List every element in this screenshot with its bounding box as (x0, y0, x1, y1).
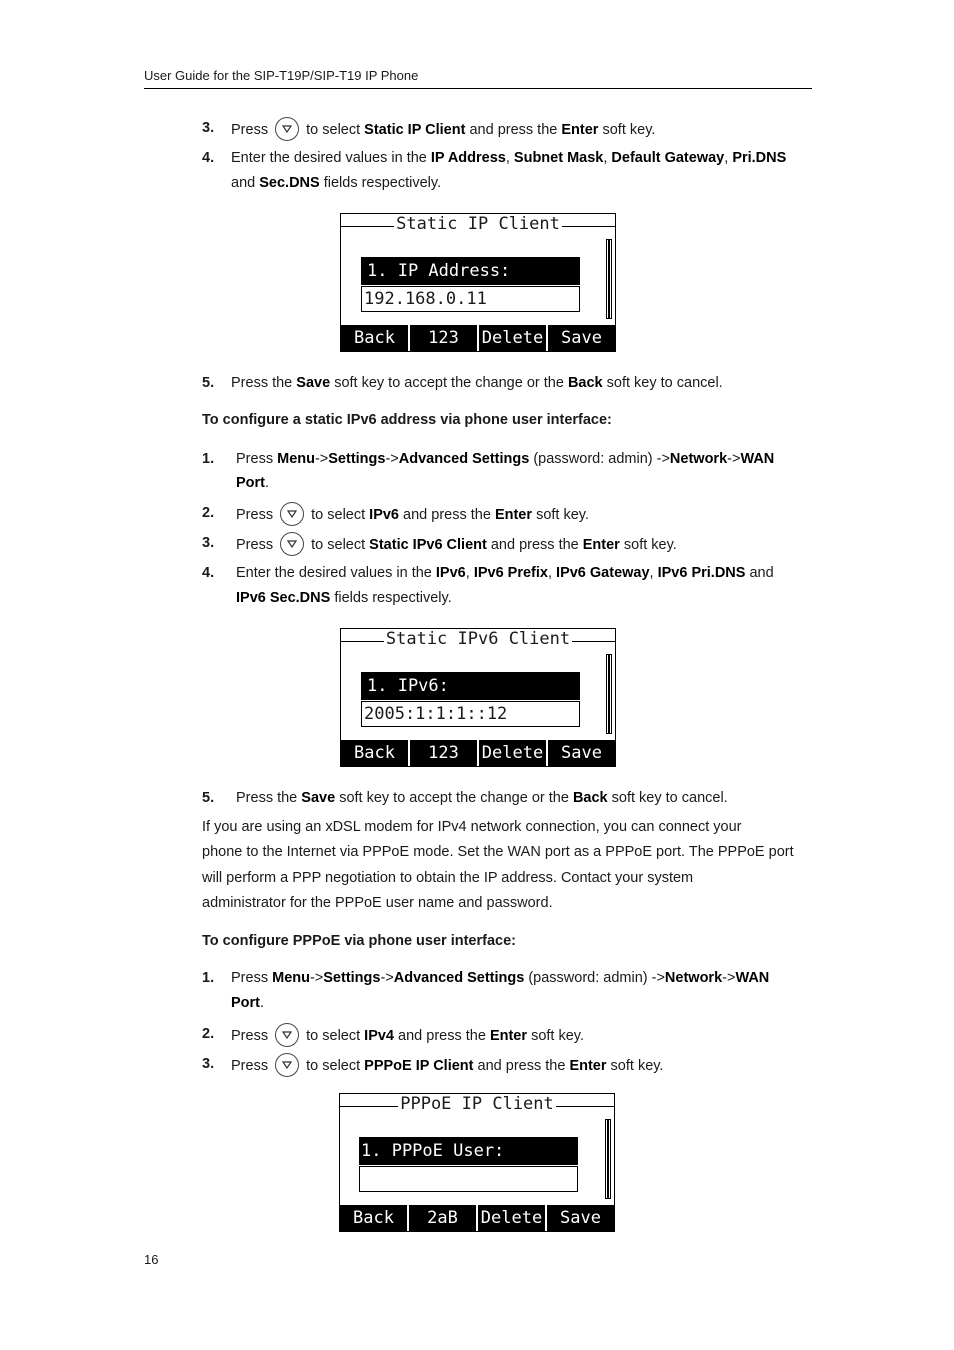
lcd-softkeys (341, 325, 615, 351)
lcd-title: Static IP Client (396, 214, 560, 234)
down-navigation-key-icon (275, 117, 299, 141)
lcd-field-input: 192.168.0.11 (361, 286, 580, 312)
header-title: User Guide for the SIP-T19P/SIP-T19 IP Phone (144, 68, 419, 83)
softkey-save: Save (545, 1205, 614, 1231)
lcd-field-input: 2005:1:1:1::12 (361, 701, 580, 727)
softkey-save: Save (546, 740, 615, 766)
lcd-screen-static-ip (340, 213, 616, 352)
lcd-title: PPPoE IP Client (400, 1094, 554, 1114)
lcd-scrollbar (605, 1119, 611, 1199)
lcd-screen-pppoe (339, 1093, 615, 1232)
page-number: 16 (144, 1252, 159, 1267)
lcd-softkeys (341, 740, 615, 766)
lcd-softkeys (340, 1205, 614, 1231)
lcd-field-label: 1. IPv6: (361, 672, 580, 700)
down-navigation-key-icon (275, 1053, 299, 1077)
softkey-input-mode: 123 (408, 325, 477, 351)
page-header (144, 67, 812, 89)
lcd-field-label: 1. PPPoE User: (359, 1137, 578, 1165)
lcd-screen-static-ipv6 (340, 628, 616, 767)
down-navigation-key-icon (275, 1023, 299, 1047)
softkey-input-mode: 123 (408, 740, 477, 766)
lcd-title: Static IPv6 Client (385, 629, 571, 649)
softkey-back: Back (354, 743, 395, 763)
softkey-input-mode: 2aB (407, 1205, 476, 1231)
section-heading-ipv6: To configure a static IPv6 address via phone user interface: (202, 412, 612, 428)
lcd-scrollbar (606, 239, 612, 319)
down-navigation-key-icon (280, 532, 304, 556)
softkey-back: Back (354, 328, 395, 348)
softkey-save: Save (546, 325, 615, 351)
softkey-delete: Delete (477, 740, 546, 766)
pppoe-intro-paragraph: If you are using an xDSL modem for IPv4 network connection, you can connect your phone to the Internet via PPPoE mode. Set the WAN port as a PPPoE port. The PPPoE port will perform a PPP negotiation to obtain the IP address. Contact your system administrator for the PPPoE user name and password. (202, 819, 794, 911)
softkey-delete: Delete (476, 1205, 545, 1231)
softkey-back: Back (353, 1208, 394, 1228)
softkey-delete: Delete (477, 325, 546, 351)
down-navigation-key-icon (280, 502, 304, 526)
lcd-field-label: 1. IP Address: (361, 257, 580, 285)
lcd-field-input (359, 1166, 578, 1192)
lcd-scrollbar (606, 654, 612, 734)
section-heading-pppoe: To configure PPPoE via phone user interface: (202, 933, 516, 949)
